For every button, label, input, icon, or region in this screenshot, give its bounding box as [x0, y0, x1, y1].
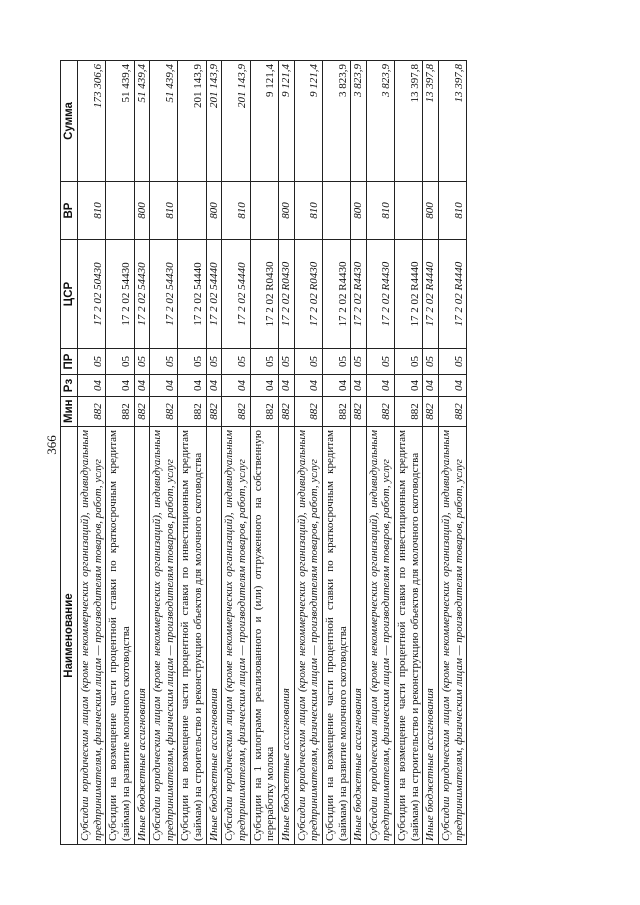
- cell-csr: 17 2 02 50430: [78, 240, 106, 349]
- cell-name: Иные бюджетные ассигнования: [423, 427, 439, 845]
- cell-pr: 05: [278, 349, 294, 375]
- cell-min: 882: [395, 397, 423, 427]
- cell-min: 882: [439, 397, 467, 427]
- cell-rz: 04: [322, 375, 350, 397]
- cell-min: 882: [278, 397, 294, 427]
- cell-rz: 04: [106, 375, 134, 397]
- cell-csr: 17 2 02 R4440: [439, 240, 467, 349]
- cell-rz: 04: [150, 375, 178, 397]
- cell-pr: 05: [206, 349, 222, 375]
- cell-min: 882: [222, 397, 250, 427]
- cell-rz: 04: [178, 375, 206, 397]
- cell-vr: 810: [439, 182, 467, 240]
- table-row: [78, 61, 106, 845]
- cell-pr: 05: [294, 349, 322, 375]
- table-row: [351, 61, 367, 845]
- cell-csr: 17 2 02 R0430: [294, 240, 322, 349]
- cell-pr: 05: [322, 349, 350, 375]
- cell-name: Иные бюджетные ассигнования: [351, 427, 367, 845]
- cell-sum: 9 121,4: [250, 61, 278, 182]
- cell-name: Субсидии юридическим лицам (кроме некоммерческих организаций), индивидуальным предпринимателям, физическим лицам — производителям товаров, работ, услуг: [439, 427, 467, 845]
- cell-pr: 05: [351, 349, 367, 375]
- cell-vr: 800: [134, 182, 150, 240]
- cell-vr: 810: [222, 182, 250, 240]
- table-row: [106, 61, 134, 845]
- cell-vr: 800: [423, 182, 439, 240]
- cell-name: Иные бюджетные ассигнования: [206, 427, 222, 845]
- cell-sum: 3 823,9: [322, 61, 350, 182]
- cell-vr: 810: [150, 182, 178, 240]
- cell-rz: 04: [366, 375, 394, 397]
- cell-name: Субсидии на возмещение части процентной ставки по краткосрочным кредитам (займам) на развитие молочного скотоводства: [106, 427, 134, 845]
- cell-rz: 04: [78, 375, 106, 397]
- cell-csr: 17 2 02 R4430: [351, 240, 367, 349]
- table-row: [150, 61, 178, 845]
- cell-vr: 810: [78, 182, 106, 240]
- cell-vr: [106, 182, 134, 240]
- header-pr: ПР: [61, 349, 78, 375]
- cell-csr: 17 2 02 54430: [106, 240, 134, 349]
- cell-min: 882: [106, 397, 134, 427]
- cell-sum: 13 397,8: [439, 61, 467, 182]
- header-vr: ВР: [61, 182, 78, 240]
- cell-csr: 17 2 02 54440: [222, 240, 250, 349]
- cell-pr: 05: [222, 349, 250, 375]
- cell-pr: 05: [178, 349, 206, 375]
- cell-vr: 800: [351, 182, 367, 240]
- cell-min: 882: [294, 397, 322, 427]
- cell-sum: 201 143,9: [178, 61, 206, 182]
- cell-name: Субсидии юридическим лицам (кроме некоммерческих организаций), индивидуальным предпринимателям, физическим лицам — производителям товаров, работ, услуг: [294, 427, 322, 845]
- cell-rz: 04: [250, 375, 278, 397]
- cell-rz: 04: [294, 375, 322, 397]
- table-row: [206, 61, 222, 845]
- cell-name: Иные бюджетные ассигнования: [134, 427, 150, 845]
- cell-min: 882: [322, 397, 350, 427]
- cell-pr: 05: [134, 349, 150, 375]
- cell-csr: 17 2 02 R0430: [250, 240, 278, 349]
- cell-csr: 17 2 02 54440: [178, 240, 206, 349]
- cell-pr: 05: [150, 349, 178, 375]
- cell-pr: 05: [366, 349, 394, 375]
- cell-rz: 04: [395, 375, 423, 397]
- table-row: [423, 61, 439, 845]
- table-body: [78, 61, 467, 845]
- cell-name: Субсидии на возмещение части процентной ставки по краткосрочным кредитам (займам) на развитие молочного скотоводства: [322, 427, 350, 845]
- cell-sum: 13 397,8: [423, 61, 439, 182]
- cell-sum: 173 306,6: [78, 61, 106, 182]
- cell-vr: 810: [366, 182, 394, 240]
- cell-min: 882: [78, 397, 106, 427]
- cell-rz: 04: [134, 375, 150, 397]
- cell-sum: 201 143,9: [206, 61, 222, 182]
- cell-pr: 05: [395, 349, 423, 375]
- cell-vr: [395, 182, 423, 240]
- table-row: [222, 61, 250, 845]
- cell-min: 882: [250, 397, 278, 427]
- cell-name: Иные бюджетные ассигнования: [278, 427, 294, 845]
- cell-vr: 800: [206, 182, 222, 240]
- header-min: Мин: [61, 397, 78, 427]
- table-row: [250, 61, 278, 845]
- cell-vr: [322, 182, 350, 240]
- cell-pr: 05: [106, 349, 134, 375]
- cell-sum: 3 823,9: [351, 61, 367, 182]
- cell-sum: 51 439,4: [150, 61, 178, 182]
- table-row: [134, 61, 150, 845]
- table-row: [439, 61, 467, 845]
- cell-min: 882: [134, 397, 150, 427]
- cell-sum: 3 823,9: [366, 61, 394, 182]
- cell-sum: 51 439,4: [134, 61, 150, 182]
- cell-rz: 04: [222, 375, 250, 397]
- table-row: [278, 61, 294, 845]
- cell-sum: 9 121,4: [278, 61, 294, 182]
- cell-pr: 05: [250, 349, 278, 375]
- cell-csr: 17 2 02 54440: [206, 240, 222, 349]
- table-row: [366, 61, 394, 845]
- cell-pr: 05: [78, 349, 106, 375]
- cell-pr: 05: [423, 349, 439, 375]
- header-name: Наименование: [61, 427, 78, 845]
- cell-sum: 9 121,4: [294, 61, 322, 182]
- cell-csr: 17 2 02 54430: [150, 240, 178, 349]
- table-row: [322, 61, 350, 845]
- cell-sum: 201 143,9: [222, 61, 250, 182]
- rotated-table-container: [60, 61, 580, 845]
- cell-name: Субсидии на возмещение части процентной ставки по инвестиционным кредитам (займам) на строительство и реконструкцию объектов для молочного скотоводства: [178, 427, 206, 845]
- cell-name: Субсидии на 1 килограмм реализованного и (или) отгруженного на собственную переработку молока: [250, 427, 278, 845]
- cell-min: 882: [366, 397, 394, 427]
- cell-min: 882: [206, 397, 222, 427]
- table-header-row: [61, 61, 78, 845]
- cell-vr: 800: [278, 182, 294, 240]
- cell-sum: 13 397,8: [395, 61, 423, 182]
- cell-name: Субсидии юридическим лицам (кроме некоммерческих организаций), индивидуальным предпринимателям, физическим лицам — производителям товаров, работ, услуг: [222, 427, 250, 845]
- budget-table: [60, 60, 467, 845]
- cell-sum: 51 439,4: [106, 61, 134, 182]
- cell-name: Субсидии юридическим лицам (кроме некоммерческих организаций), индивидуальным предпринимателям, физическим лицам — производителям товаров, работ, услуг: [78, 427, 106, 845]
- page-number: 366: [44, 435, 59, 455]
- cell-name: Субсидии юридическим лицам (кроме некоммерческих организаций), индивидуальным предпринимателям, физическим лицам — производителям товаров, работ, услуг: [150, 427, 178, 845]
- table-row: [178, 61, 206, 845]
- cell-min: 882: [150, 397, 178, 427]
- cell-rz: 04: [439, 375, 467, 397]
- cell-csr: 17 2 02 R0430: [278, 240, 294, 349]
- header-rz: Рз: [61, 375, 78, 397]
- cell-csr: 17 2 02 R4430: [366, 240, 394, 349]
- cell-rz: 04: [206, 375, 222, 397]
- header-sum: Сумма: [61, 61, 78, 182]
- cell-rz: 04: [423, 375, 439, 397]
- cell-csr: 17 2 02 R4440: [395, 240, 423, 349]
- cell-csr: 17 2 02 R4430: [322, 240, 350, 349]
- cell-min: 882: [423, 397, 439, 427]
- cell-rz: 04: [278, 375, 294, 397]
- cell-vr: [250, 182, 278, 240]
- cell-rz: 04: [351, 375, 367, 397]
- cell-vr: 810: [294, 182, 322, 240]
- table-row: [294, 61, 322, 845]
- cell-min: 882: [178, 397, 206, 427]
- cell-vr: [178, 182, 206, 240]
- cell-name: Субсидии юридическим лицам (кроме некоммерческих организаций), индивидуальным предпринимателям, физическим лицам — производителям товаров, работ, услуг: [366, 427, 394, 845]
- cell-csr: 17 2 02 R4440: [423, 240, 439, 349]
- cell-min: 882: [351, 397, 367, 427]
- cell-pr: 05: [439, 349, 467, 375]
- header-csr: ЦСР: [61, 240, 78, 349]
- cell-csr: 17 2 02 54430: [134, 240, 150, 349]
- table-row: [395, 61, 423, 845]
- cell-name: Субсидии на возмещение части процентной ставки по инвестиционным кредитам (займам) на строительство и реконструкцию объектов для молочного скотоводства: [395, 427, 423, 845]
